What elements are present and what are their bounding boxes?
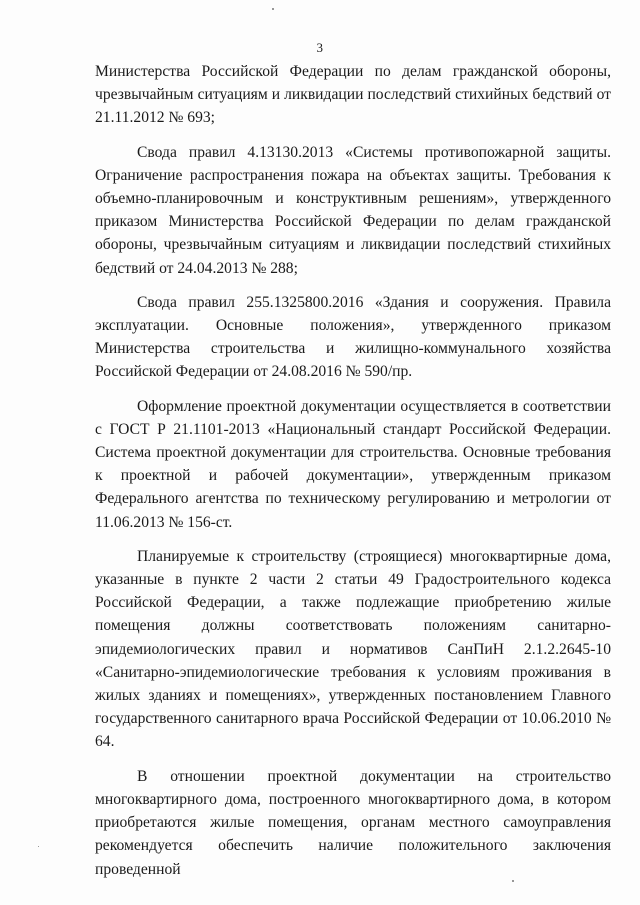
page-number: 3 — [316, 40, 324, 55]
paragraph-sp-255-1325800: Свода правил 255.1325800.2016 «Здания и сооружения. Правила эксплуатации. Основные положения», утвержденного приказом Министерства строительства и жилищно-коммунального хозяйства Российской Федерации от 24.08.2016 № 590/пр. — [95, 293, 611, 381]
paragraph-ministry-order-693: Министерства Российской Федерации по делам гражданской обороны, чрезвычайным ситуациям и ликвидации последствий стихийных бедствий от 21.11.2012 № 693; — [95, 63, 611, 127]
paragraph-sp-4-13130: Свода правил 4.13130.2013 «Системы противопожарной защиты. Ограничение распространения пожара на объектах защиты. Требования к объемно-планировочным и конструктивным решениям», утвержденного приказом Министерства Российской Федерации по делам гражданской обороны, чрезвычайным ситуациям и ликвидации последствий стихийных бедствий от 24.04.2013 № 288; — [95, 143, 611, 277]
paragraph-sanpin-requirements: Планируемые к строительству (строящиеся) многоквартирные дома, указанные в пункте 2 части 2 статьи 49 Градостроительного кодекса Российской Федерации, а также подлежащие приобретению жилые помещения должны соответствовать положениям санитарно-эпидемиологических правил и нормативов СанПиН 2.1.2.2645-10 «Санитарно-эпидемиологические требования к условиям проживания в жилых зданиях и помещениях», утвержденных постановлением Главного государственного санитарного врача Российской Федерации от 10.06.2010 № 64. — [95, 547, 611, 751]
scan-speck — [272, 8, 274, 10]
paragraph-expertise-recommendation: В отношении проектной документации на строительство многоквартирного дома, построенного многоквартирного дома, в котором приобретаются жилые помещения, органам местного самоуправления рекомендуется обеспечить наличие положительного заключения проведенной — [95, 767, 611, 878]
scan-speck — [38, 846, 39, 847]
paragraph-gost-21-1101: Оформление проектной документации осуществляется в соответствии с ГОСТ Р 21.1101-2013 «Национальный стандарт Российской Федерации. Система проектной документации для строительства. Основные требования к проектной и рабочей документации», утвержденным приказом Федерального агентства по техническому регулированию и метрологии от 11.06.2013 № 156-ст. — [95, 397, 611, 531]
scan-speck — [512, 880, 514, 882]
document-body — [95, 60, 611, 892]
